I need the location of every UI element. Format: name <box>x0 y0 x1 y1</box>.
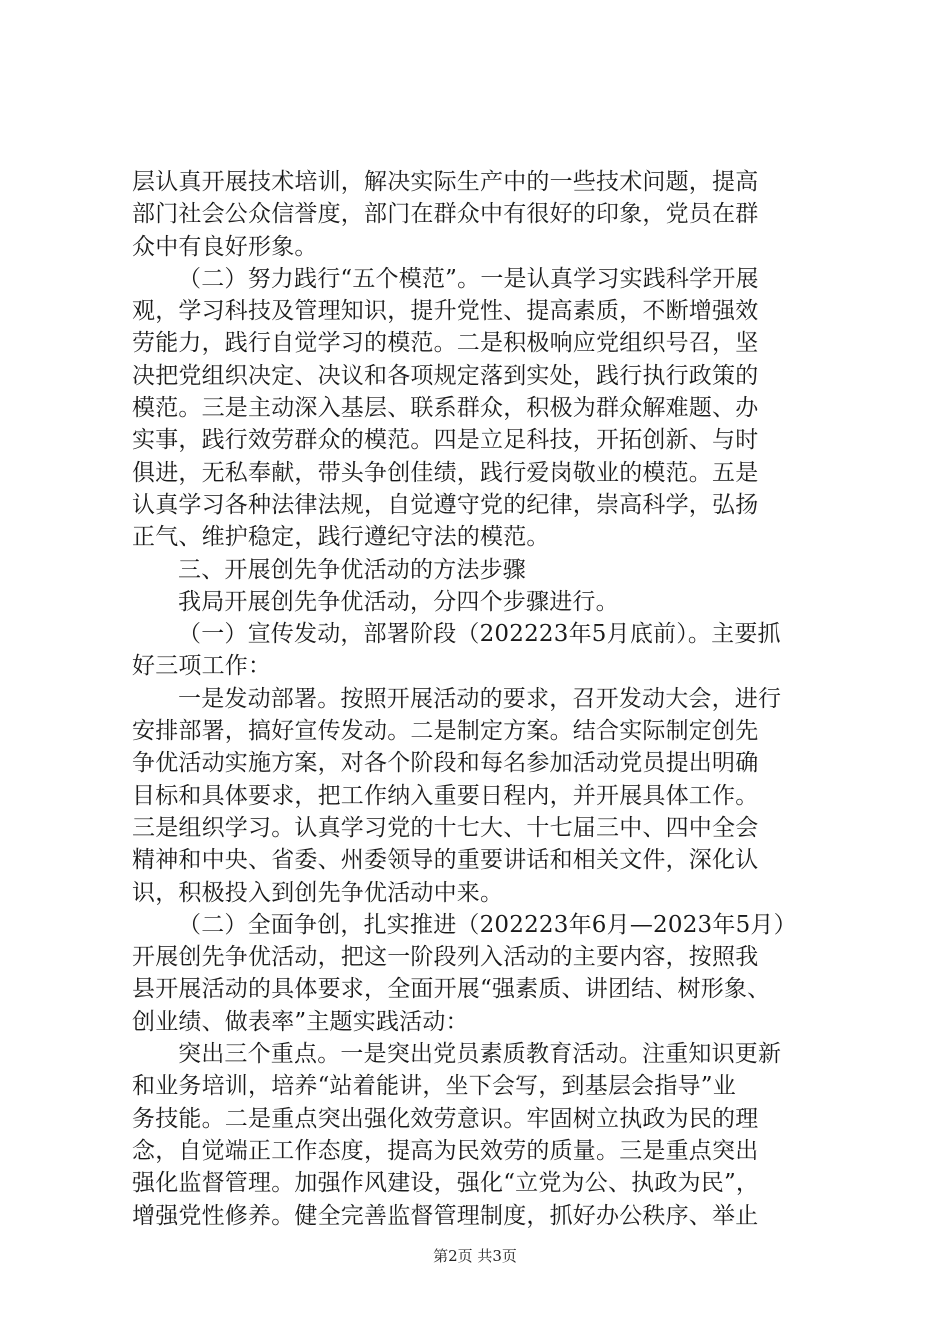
text-line: （一）宣传发动，部署阶段（202223年5月底前）。主要抓 <box>178 621 781 648</box>
text-line: 安排部署，搞好宣传发动。二是制定方案。结合实际制定创先 <box>132 718 759 745</box>
text-line: （二）努力践行“五个模范”。一是认真学习实践科学开展 <box>178 265 759 292</box>
text-line: 争优活动实施方案，对各个阶段和每名参加活动党员提出明确 <box>132 750 759 777</box>
text-line: 强化监督管理。加强作风建设，强化“立党为公、执政为民”， <box>132 1170 760 1197</box>
text-line: 目标和具体要求，把工作纳入重要日程内，并开展具体工作。 <box>132 782 759 809</box>
text-line: 开展创先争优活动，把这一阶段列入活动的主要内容，按照我 <box>132 944 759 971</box>
text-line: 增强党性修养。健全完善监督管理制度，抓好办公秩序、举止 <box>132 1202 759 1229</box>
text-line: 和业务培训，培养“站着能讲，坐下会写，到基层会指导”业 <box>132 1073 736 1100</box>
text-line: 俱进，无私奉献，带头争创佳绩，践行爱岗敬业的模范。五是 <box>132 459 759 486</box>
text-line: 部门社会公众信誉度，部门在群众中有很好的印象，党员在群 <box>132 201 759 228</box>
text-line: 三、开展创先争优活动的方法步骤 <box>178 556 526 583</box>
text-line: 一是发动部署。按照开展活动的要求，召开发动大会，进行 <box>178 685 782 712</box>
text-line: 好三项工作： <box>132 653 272 680</box>
text-line: 精神和中央、省委、州委领导的重要讲话和相关文件，深化认 <box>132 847 759 874</box>
text-line: 三是组织学习。认真学习党的十七大、十七届三中、四中全会 <box>132 814 759 841</box>
text-line: 县开展活动的具体要求，全面开展“强素质、讲团结、树形象、 <box>132 976 771 1003</box>
text-line: 正气、维护稳定，践行遵纪守法的模范。 <box>132 524 550 551</box>
text-line: 务技能。二是重点突出强化效劳意识。牢固树立执政为民的理 <box>132 1105 759 1132</box>
text-line: 识，积极投入到创先争优活动中来。 <box>132 879 504 906</box>
page-footer: 第2页 共3页 <box>433 1247 517 1265</box>
text-line: 实事，践行效劳群众的模范。四是立足科技，开拓创新、与时 <box>132 427 759 454</box>
text-line: 决把党组织决定、决议和各项规定落到实处，践行执行政策的 <box>132 362 759 389</box>
text-line: 我局开展创先争优活动，分四个步骤进行。 <box>178 588 619 615</box>
text-line: 观，学习科技及管理知识，提升党性、提高素质，不断增强效 <box>132 298 759 325</box>
text-line: 众中有良好形象。 <box>132 233 318 260</box>
text-line: 层认真开展技术培训，解决实际生产中的一些技术问题，提高 <box>132 169 759 195</box>
document-body <box>132 166 832 1232</box>
text-line: 创业绩、做表率”主题实践活动： <box>132 1008 469 1035</box>
text-line: 劳能力，践行自觉学习的模范。二是积极响应党组织号召，坚 <box>132 330 759 357</box>
text-line: 认真学习各种法律法规，自觉遵守党的纪律，崇高科学，弘扬 <box>132 491 759 518</box>
text-line: （二）全面争创，扎实推进（202223年6月—2023年5月） <box>178 911 797 938</box>
text-line: 念，自觉端正工作态度，提高为民效劳的质量。三是重点突出 <box>132 1137 759 1164</box>
text-line: 模范。三是主动深入基层、联系群众，积极为群众解难题、办 <box>132 395 759 422</box>
text-line: 突出三个重点。一是突出党员素质教育活动。注重知识更新 <box>178 1041 782 1068</box>
